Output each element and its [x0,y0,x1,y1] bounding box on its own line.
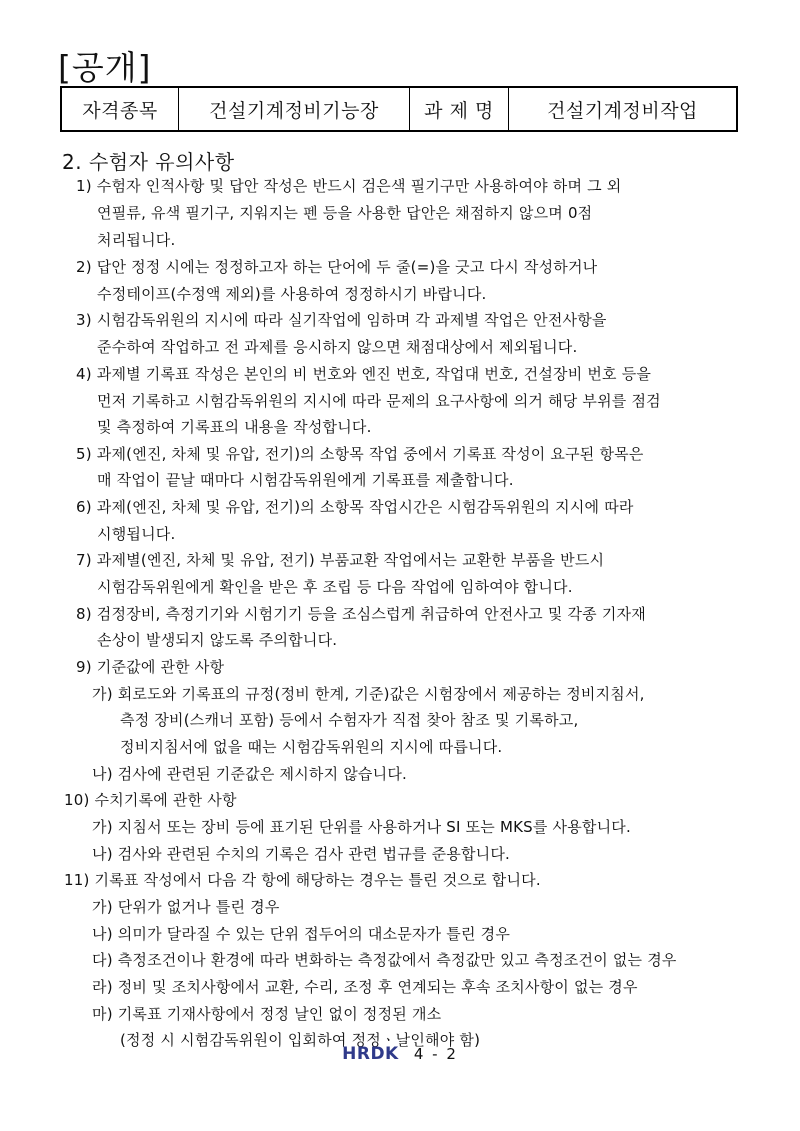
instruction-line: 측정 장비(스캐너 포함) 등에서 수험자가 직접 찾아 참조 및 기록하고, [120,711,579,729]
page-footer [0,1043,800,1064]
instruction-line: 먼저 기록하고 시험감독위원의 지시에 따라 문제의 요구사항에 의거 해당 부위를 점검 [97,392,661,410]
instruction-line: 나) 검사에 관련된 기준값은 제시하지 않습니다. [92,765,407,783]
header-label-subject: 자격종목 [61,87,179,131]
instruction-line: 마) 기록표 기재사항에서 정정 날인 없이 정정된 개소 [92,1005,442,1023]
instruction-line: 라) 정비 및 조치사항에서 교환, 수리, 조정 후 연계되는 후속 조치사항이 없는 경우 [92,978,638,996]
section-title: 2. 수험자 유의사항 [62,150,235,174]
instruction-line: 연필류, 유색 필기구, 지워지는 펜 등을 사용한 답안은 채점하지 않으며 0점 [97,204,593,222]
public-label: [공개] [58,48,152,87]
instruction-line: 9) 기준값에 관한 사항 [76,658,225,676]
instruction-line: 6) 과제(엔진, 차체 및 유압, 전기)의 소항목 작업시간은 시험감독위원의 지시에 따라 [76,498,634,516]
instruction-line: 정비지침서에 없을 때는 시험감독위원의 지시에 따릅니다. [120,738,503,756]
page-number: 4 - 2 [413,1044,458,1063]
instruction-line: 8) 검정장비, 측정기기와 시험기기 등을 조심스럽게 취급하여 안전사고 및 각종 기자재 [76,605,646,623]
header-value-subject: 건설기계정비기능장 [179,87,410,131]
instruction-line: 다) 측정조건이나 환경에 따라 변화하는 측정값에서 측정값만 있고 측정조건이 없는 경우 [92,951,677,969]
instruction-line: 처리됩니다. [97,231,176,249]
instruction-line: 가) 지침서 또는 장비 등에 표기된 단위를 사용하거나 SI 또는 MKS를 사용합니다. [92,818,631,836]
instruction-line: 4) 과제별 기록표 작성은 본인의 비 번호와 엔진 번호, 작업대 번호, 건설장비 번호 등을 [76,365,652,383]
instruction-line: 및 측정하여 기록표의 내용을 작성합니다. [97,418,372,436]
instruction-line: 5) 과제(엔진, 차체 및 유압, 전기)의 소항목 작업 중에서 기록표 작성이 요구된 항목은 [76,445,644,463]
instruction-line: 2) 답안 정정 시에는 정정하고자 하는 단어에 두 줄(=)을 긋고 다시 작성하거나 [76,258,598,276]
instruction-line: 가) 단위가 없거나 틀린 경우 [92,898,280,916]
instruction-line: 준수하여 작업하고 전 과제를 응시하지 않으면 채점대상에서 제외됩니다. [97,338,578,356]
instruction-line: 1) 수험자 인적사항 및 답안 작성은 반드시 검은색 필기구만 사용하여야 하며 그 외 [76,177,622,195]
instruction-line: 매 작업이 끝날 때마다 시험감독위원에게 기록표를 제출합니다. [97,471,514,489]
instruction-line: 손상이 발생되지 않도록 주의합니다. [97,631,338,649]
instruction-line: 나) 의미가 달라질 수 있는 단위 접두어의 대소문자가 틀린 경우 [92,925,511,943]
hrdk-logo: HRDK [342,1043,399,1064]
header-label-task: 과 제 명 [410,87,509,131]
instruction-line: 나) 검사와 관련된 수치의 기록은 검사 관련 법규를 준용합니다. [92,845,511,863]
instruction-line: 3) 시험감독위원의 지시에 따라 실기작업에 임하며 각 과제별 작업은 안전사항을 [76,311,607,329]
instruction-line: 가) 회로도와 기록표의 규정(정비 한계, 기준)값은 시험장에서 제공하는 정비지침서, [92,685,645,703]
instruction-line: 10) 수치기록에 관한 사항 [64,791,237,809]
header-value-task: 건설기계정비작업 [509,87,738,131]
instruction-line: 7) 과제별(엔진, 차체 및 유압, 전기) 부품교환 작업에서는 교환한 부품을 반드시 [76,551,605,569]
instruction-line: 시험감독위원에게 확인을 받은 후 조립 등 다음 작업에 임하여야 합니다. [97,578,573,596]
instruction-line: 수정테이프(수정액 제외)를 사용하여 정정하시기 바랍니다. [97,285,487,303]
instruction-line: (정정 시 시험감독위원이 입회하여 정정ㆍ날인해야 함) [120,1031,481,1049]
instruction-line: 시행됩니다. [97,525,176,543]
header-table [60,86,738,132]
instruction-line: 11) 기록표 작성에서 다음 각 항에 해당하는 경우는 틀린 것으로 합니다. [64,871,541,889]
